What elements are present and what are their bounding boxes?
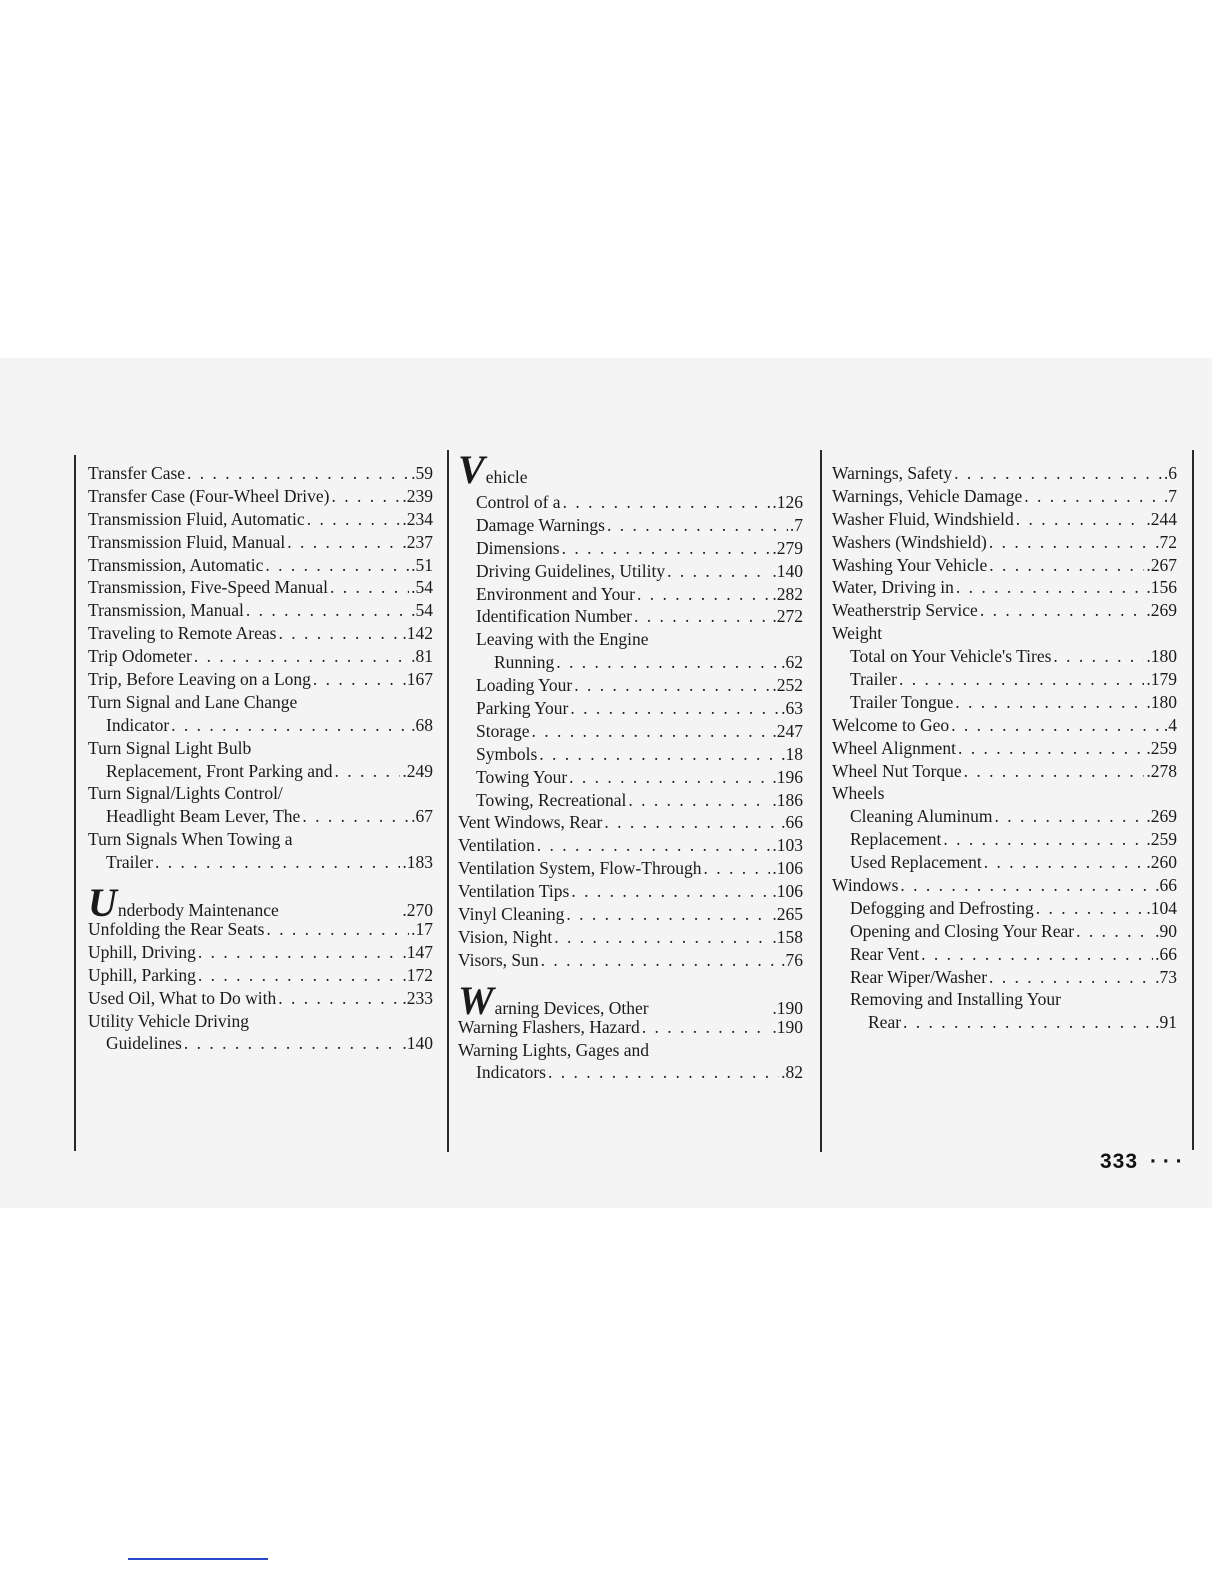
index-entry (832, 554, 1177, 577)
entry-label: Wheel Nut Torque (832, 760, 962, 781)
entry-page: .190 (772, 1016, 803, 1037)
index-entry (88, 782, 433, 805)
index-entry-continued (88, 1032, 433, 1055)
entry-page: .183 (402, 852, 433, 873)
index-entry (832, 462, 1177, 485)
entry-page: .66 (781, 812, 803, 833)
index-entry (458, 1016, 803, 1039)
index-entry-continued (458, 1061, 803, 1084)
index-entry-sub (832, 966, 1177, 989)
index-entry-sub (458, 743, 803, 766)
leader-dots (563, 491, 771, 514)
index-entry-sub (458, 766, 803, 789)
entry-label: Washing Your Vehicle (832, 554, 988, 575)
index-entry (832, 874, 1177, 897)
leader-dots (899, 668, 1144, 691)
entry-label: Parking Your (476, 698, 569, 719)
leader-dots (989, 531, 1153, 554)
index-entry (88, 1010, 433, 1033)
leader-dots (956, 576, 1145, 599)
page-number-dots: · · · (1150, 1150, 1183, 1173)
index-entry (832, 485, 1177, 508)
entry-label: Storage (476, 720, 530, 741)
index-entry-continued (88, 760, 433, 783)
entry-label: Warning Lights, Gages and (458, 1039, 650, 1060)
index-entry-sub (832, 645, 1177, 668)
leader-dots (943, 828, 1144, 851)
bottom-rule (128, 1558, 268, 1560)
entry-label: Windows (832, 875, 899, 896)
entry-label: Washer Fluid, Windshield (832, 508, 1014, 529)
entry-page: .279 (772, 537, 803, 558)
entry-label: Cleaning Aluminum (850, 806, 993, 827)
leader-dots (187, 462, 409, 485)
entry-label: Damage Warnings (476, 514, 605, 535)
column-rule-right (1192, 450, 1194, 1150)
leader-dots (554, 926, 770, 949)
entry-label: Transmission Fluid, Automatic (88, 508, 305, 529)
entry-page: .73 (1155, 966, 1177, 987)
leader-dots (921, 943, 1153, 966)
entry-label: Defogging and Defrosting (850, 897, 1034, 918)
entry-label: Transmission, Five-Speed Manual (88, 577, 328, 598)
entry-page: .62 (781, 652, 803, 673)
entry-page: .142 (402, 623, 433, 644)
entry-label: Traveling to Remote Areas (88, 623, 277, 644)
leader-dots (1076, 920, 1153, 943)
entry-label: arning Devices, Other (494, 997, 649, 1018)
entry-label: Turn Signal and Lane Change (88, 691, 298, 712)
leader-dots (604, 811, 779, 834)
leader-dots (994, 805, 1144, 828)
index-entry (458, 949, 803, 972)
entry-page: .247 (772, 720, 803, 741)
entry-label: Headlight Beam Lever, The (106, 806, 301, 827)
entry-page: .76 (781, 949, 803, 970)
entry-label: ehicle (485, 467, 528, 487)
entry-page: .91 (1155, 1012, 1177, 1033)
index-entry-section-v (458, 447, 803, 492)
leader-dots (954, 462, 1162, 485)
leader-dots (171, 714, 409, 737)
index-entry-sub (832, 668, 1177, 691)
entry-label: Rear Vent (850, 943, 920, 964)
entry-label: Trip Odometer (88, 646, 192, 667)
entry-label: Symbols (476, 743, 538, 764)
entry-label: Guidelines (106, 1033, 182, 1054)
entry-page: .278 (1146, 760, 1177, 781)
entry-label: Welcome to Geo (832, 714, 950, 735)
index-entry (88, 645, 433, 668)
entry-page: .90 (1155, 920, 1177, 941)
index-entry (458, 926, 803, 949)
section-spacer (88, 874, 433, 888)
column-rule-middle-left (447, 450, 449, 1152)
entry-page: .265 (772, 904, 803, 925)
leader-dots (570, 697, 779, 720)
entry-page: .106 (772, 858, 803, 879)
entry-page: .244 (1146, 508, 1177, 529)
index-entry (88, 918, 433, 941)
index-entry (832, 737, 1177, 760)
leader-dots (278, 987, 400, 1010)
index-entry (458, 834, 803, 857)
entry-label: Vinyl Cleaning (458, 904, 565, 925)
entry-label: Identification Number (476, 606, 632, 627)
index-entry (832, 782, 1177, 805)
index-entry-sub (832, 691, 1177, 714)
index-entry (458, 880, 803, 903)
index-entry-sub (458, 697, 803, 720)
entry-label: Uphill, Parking (88, 964, 196, 985)
entry-label: Replacement (850, 829, 942, 850)
entry-page: .104 (1146, 897, 1177, 918)
leader-dots (265, 554, 409, 577)
index-entry (88, 531, 433, 554)
leader-dots (642, 1016, 771, 1039)
entry-page: .269 (1146, 600, 1177, 621)
entry-page: .239 (402, 485, 433, 506)
leader-dots (266, 918, 409, 941)
entry-page: .249 (402, 760, 433, 781)
leader-dots (198, 964, 400, 987)
entry-label: Vision, Night (458, 926, 553, 947)
index-entry (88, 554, 433, 577)
entry-page: .234 (402, 508, 433, 529)
index-column-1 (88, 462, 433, 1055)
entry-label: Rear (868, 1012, 902, 1033)
index-entry-sub (832, 805, 1177, 828)
column-rule-middle-right (820, 450, 822, 1152)
entry-page: .17 (411, 919, 433, 940)
entry-label: Weight (832, 623, 883, 644)
index-entry (832, 714, 1177, 737)
entry-label: Running (494, 652, 555, 673)
entry-label: Transmission, Automatic (88, 554, 264, 575)
entry-label: Trip, Before Leaving on a Long (88, 669, 311, 690)
leader-dots (989, 554, 1144, 577)
index-entry-sub-continued (832, 1011, 1177, 1034)
entry-label: Driving Guidelines, Utility (476, 560, 666, 581)
leader-dots (307, 508, 401, 531)
index-entry-section-u (88, 880, 433, 926)
leader-dots (1024, 485, 1162, 508)
entry-page: .81 (411, 646, 433, 667)
entry-page: .190 (772, 997, 803, 1018)
entry-label: Trailer Tongue (850, 691, 954, 712)
section-letter-w: W (458, 977, 494, 1023)
entry-page: .179 (1146, 669, 1177, 690)
entry-label: Ventilation Tips (458, 881, 570, 902)
entry-label: Warnings, Safety (832, 463, 953, 483)
entry-label: Towing Your (476, 766, 568, 787)
index-entry (832, 531, 1177, 554)
leader-dots (1016, 508, 1145, 531)
leader-dots (548, 1061, 779, 1084)
entry-page: .7 (789, 514, 803, 535)
entry-page: .54 (411, 600, 433, 621)
leader-dots (634, 605, 770, 628)
index-entry (88, 941, 433, 964)
leader-dots (334, 760, 400, 783)
entry-page: .66 (1155, 875, 1177, 896)
leader-dots (302, 805, 409, 828)
index-entry-sub (458, 537, 803, 560)
entry-page: .172 (402, 964, 433, 985)
page-number: 333 (1100, 1150, 1139, 1173)
entry-label: Warnings, Vehicle Damage (832, 485, 1023, 506)
entry-page: .63 (781, 698, 803, 719)
leader-dots (984, 851, 1145, 874)
entry-label: Turn Signal Light Bulb (88, 737, 252, 758)
section-letter-u: U (88, 880, 117, 926)
entry-page: .269 (1146, 806, 1177, 827)
index-entry (832, 576, 1177, 599)
entry-label: Removing and Installing Your (850, 989, 1061, 1010)
index-entry (88, 485, 433, 508)
entry-label: Rear Wiper/Washer (850, 966, 988, 987)
leader-dots (541, 949, 779, 972)
leader-dots (980, 599, 1145, 622)
entry-page: .260 (1146, 852, 1177, 873)
leader-dots (628, 789, 770, 812)
leader-dots (955, 691, 1144, 714)
entry-label: Indicators (476, 1062, 546, 1083)
entry-label: Ventilation (458, 835, 535, 856)
index-entry-sub (832, 988, 1177, 1011)
entry-page: .103 (772, 835, 803, 856)
entry-label: Ventilation System, Flow-Through (458, 858, 702, 879)
entry-label: Towing, Recreational (476, 789, 627, 810)
index-entry (88, 622, 433, 645)
leader-dots (704, 857, 771, 880)
entry-page: .6 (1163, 463, 1177, 483)
entry-label: Transfer Case (Four-Wheel Drive) (88, 485, 330, 506)
entry-page: .140 (772, 560, 803, 581)
entry-label: Replacement, Front Parking and (106, 760, 333, 781)
leader-dots (332, 485, 401, 508)
entry-label: Dimensions (476, 537, 560, 558)
index-entry-sub (458, 674, 803, 697)
index-entry-sub (832, 851, 1177, 874)
index-entry-section-w (458, 977, 803, 1023)
entry-page: .156 (1146, 577, 1177, 598)
entry-label: Unfolding the Rear Seats (88, 919, 265, 940)
entry-page: .67 (411, 806, 433, 827)
entry-label: Trailer (850, 669, 897, 690)
entry-label: Loading Your (476, 675, 573, 696)
leader-dots (569, 766, 770, 789)
entry-page: .72 (1155, 531, 1177, 552)
entry-page: .7 (1163, 485, 1177, 506)
leader-dots (571, 880, 770, 903)
entry-label: Leaving with the Engine (476, 629, 649, 650)
index-column-3 (832, 462, 1177, 1034)
entry-page: .186 (772, 789, 803, 810)
entry-label: Total on Your Vehicle's Tires (850, 646, 1052, 667)
entry-label: Indicator (106, 714, 170, 735)
leader-dots (566, 903, 770, 926)
index-entry (832, 508, 1177, 531)
entry-label: Wheel Alignment (832, 737, 956, 758)
index-entry (458, 903, 803, 926)
entry-page: .106 (772, 881, 803, 902)
leader-dots (155, 851, 400, 874)
section-spacer (458, 972, 803, 986)
entry-label: Trailer (106, 852, 153, 873)
entry-page: .66 (1155, 943, 1177, 964)
entry-page: .282 (772, 583, 803, 604)
entry-label: Wheels (832, 783, 885, 804)
index-entry-sub (458, 605, 803, 628)
leader-dots (951, 714, 1162, 737)
entry-page: .252 (772, 675, 803, 696)
entry-page: .126 (772, 492, 803, 512)
index-entry (88, 576, 433, 599)
leader-dots (330, 576, 409, 599)
entry-page: .82 (781, 1062, 803, 1083)
index-entry-sub (832, 897, 1177, 920)
entry-page: .147 (402, 941, 433, 962)
entry-page: .180 (1146, 646, 1177, 667)
section-letter-v: V (458, 447, 485, 492)
entry-label: Uphill, Driving (88, 941, 196, 962)
entry-label: Turn Signals When Towing a (88, 829, 293, 850)
entry-label: Turn Signal/Lights Control/ (88, 783, 283, 804)
entry-label: Environment and Your (476, 583, 635, 604)
entry-label: Vent Windows, Rear (458, 812, 603, 833)
leader-dots (900, 874, 1153, 897)
index-entry (88, 964, 433, 987)
entry-label: Transfer Case (88, 463, 186, 483)
index-entry (88, 668, 433, 691)
leader-dots (313, 668, 400, 691)
entry-page: .259 (1146, 737, 1177, 758)
entry-label: Control of a (476, 492, 561, 512)
leader-dots (562, 537, 771, 560)
entry-page: .167 (402, 669, 433, 690)
leader-dots (278, 622, 400, 645)
entry-page: .4 (1163, 714, 1177, 735)
entry-label: Warning Flashers, Hazard (458, 1016, 640, 1037)
index-entry-sub (832, 828, 1177, 851)
index-column-2 (458, 447, 803, 1084)
leader-dots (989, 966, 1153, 989)
index-entry-sub (832, 920, 1177, 943)
entry-label: Water, Driving in (832, 577, 954, 598)
index-entry (832, 760, 1177, 783)
index-entry (88, 987, 433, 1010)
entry-page: .237 (402, 531, 433, 552)
entry-page: .54 (411, 577, 433, 598)
entry-page: .158 (772, 926, 803, 947)
entry-page: .59 (411, 463, 433, 483)
leader-dots (607, 514, 788, 537)
entry-page: .180 (1146, 691, 1177, 712)
entry-page: .270 (402, 900, 433, 921)
leader-dots (637, 583, 770, 606)
entry-label: Opening and Closing Your Rear (850, 920, 1075, 941)
index-entry-sub (458, 583, 803, 606)
index-entry (88, 737, 433, 760)
index-entry (458, 857, 803, 880)
entry-page: .51 (411, 554, 433, 575)
leader-dots (531, 720, 770, 743)
entry-page: .259 (1146, 829, 1177, 850)
entry-page: .140 (402, 1033, 433, 1054)
index-entry (88, 828, 433, 851)
leader-dots (958, 737, 1144, 760)
entry-page: .233 (402, 987, 433, 1008)
leader-dots (537, 834, 771, 857)
entry-label: Visors, Sun (458, 949, 539, 970)
index-entry (88, 508, 433, 531)
entry-label: nderbody Maintenance (117, 900, 279, 921)
leader-dots (539, 743, 779, 766)
leader-dots (184, 1032, 401, 1055)
index-entry-sub (458, 720, 803, 743)
entry-page: .68 (411, 714, 433, 735)
entry-label: Transmission, Manual (88, 600, 244, 621)
entry-label: Used Replacement (850, 852, 982, 873)
index-entry-sub-continued (458, 651, 803, 674)
index-entry (832, 599, 1177, 622)
leader-dots (574, 674, 770, 697)
leader-dots (903, 1011, 1153, 1034)
index-entry-continued (88, 851, 433, 874)
entry-page: .267 (1146, 554, 1177, 575)
leader-dots (194, 645, 409, 668)
index-entry-sub (458, 628, 803, 651)
index-entry (88, 599, 433, 622)
leader-dots (667, 560, 770, 583)
index-entry-sub (458, 491, 803, 514)
index-entry (458, 1039, 803, 1062)
leader-dots (1053, 645, 1144, 668)
leader-dots (556, 651, 779, 674)
index-entry (832, 622, 1177, 645)
index-entry-continued (88, 714, 433, 737)
entry-label: Transmission Fluid, Manual (88, 531, 286, 552)
entry-page: .272 (772, 606, 803, 627)
index-entry (88, 691, 433, 714)
entry-label: Washers (Windshield) (832, 531, 987, 552)
leader-dots (1036, 897, 1145, 920)
index-entry-sub (832, 943, 1177, 966)
entry-page: .18 (781, 743, 803, 764)
index-entry-sub (458, 789, 803, 812)
column-rule-left (74, 455, 76, 1151)
leader-dots (287, 531, 400, 554)
index-entry-sub (458, 560, 803, 583)
entry-label: Weatherstrip Service (832, 600, 978, 621)
entry-label: Used Oil, What to Do with (88, 987, 277, 1008)
leader-dots (198, 941, 400, 964)
index-entry-sub (458, 514, 803, 537)
index-entry-continued (88, 805, 433, 828)
index-entry (88, 462, 433, 485)
leader-dots (246, 599, 409, 622)
index-entry (458, 811, 803, 834)
entry-label: Utility Vehicle Driving (88, 1010, 250, 1031)
leader-dots (964, 760, 1145, 783)
entry-page: .196 (772, 766, 803, 787)
